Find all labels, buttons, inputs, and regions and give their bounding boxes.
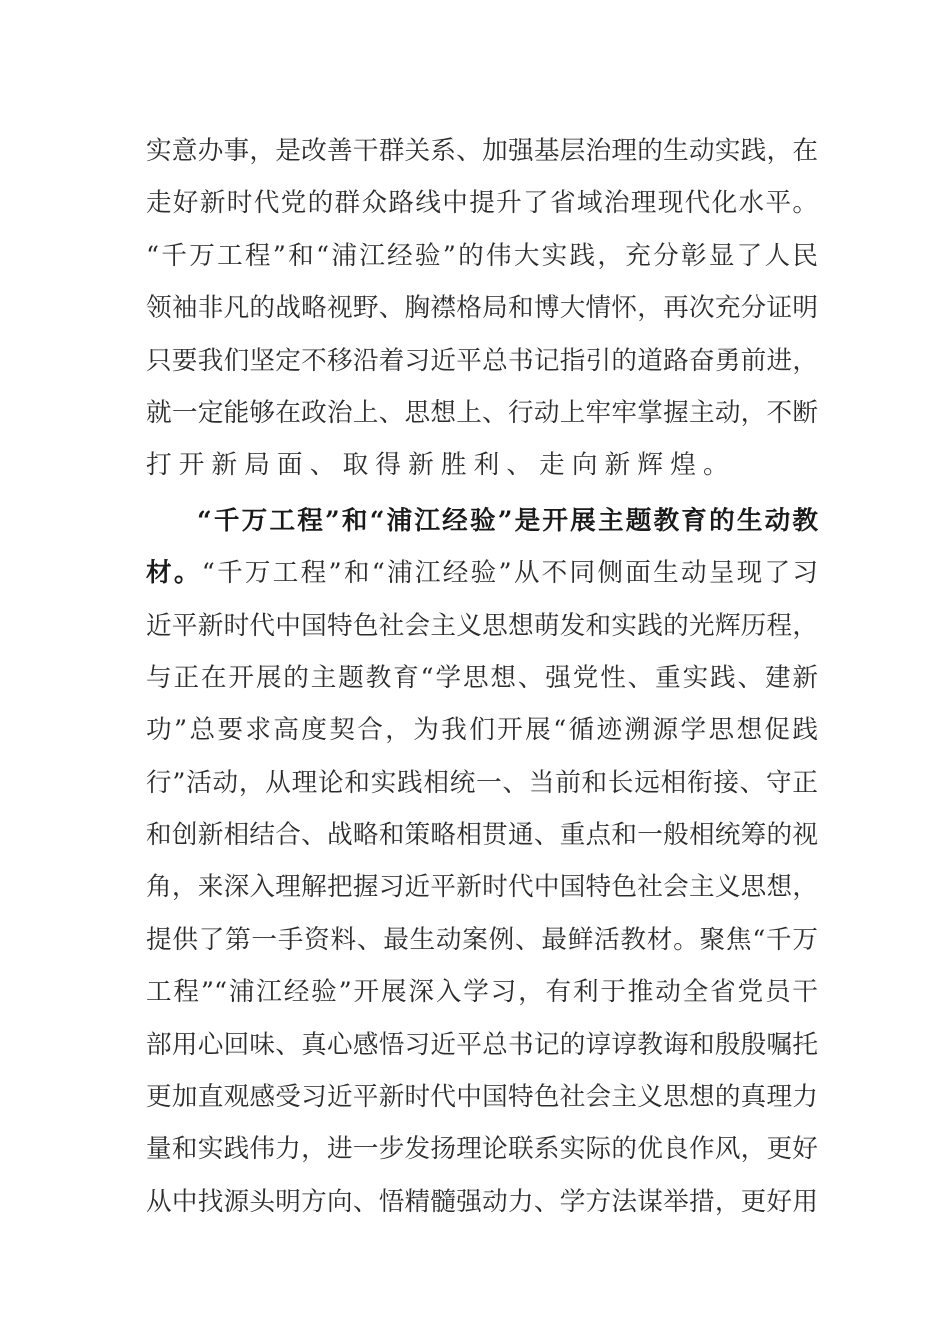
paragraph-line: 打开新局面、取得新胜利、走向新辉煌。 bbox=[146, 450, 736, 481]
paragraph-line: 只要我们坚定不移沿着习近平总书记指引的道路奋勇前进， bbox=[146, 345, 818, 376]
paragraph-1 bbox=[146, 125, 818, 492]
paragraph-line: 功”总要求高度契合，为我们开展“循迹溯源学思想促践 bbox=[146, 715, 818, 746]
paragraph-heading: “千万工程”和“浦江经验”是开展主题教育的生动教 bbox=[197, 505, 818, 536]
paragraph-line: 近平新时代中国特色社会主义思想萌发和实践的光辉历程， bbox=[146, 610, 818, 641]
paragraph-line: 从中找源头明方向、悟精髓强动力、学方法谋举措，更好用 bbox=[146, 1186, 818, 1217]
paragraph-line: 工程”“浦江经验”开展深入学习，有利于推动全省党员干 bbox=[146, 977, 818, 1008]
paragraph-line: 部用心回味、真心感悟习近平总书记的谆谆教诲和殷殷嘱托 bbox=[146, 1029, 818, 1060]
paragraph-heading-end: 材。 bbox=[146, 558, 202, 589]
paragraph-line: 实意办事，是改善干群关系、加强基层治理的生动实践，在 bbox=[146, 136, 818, 166]
paragraph-line: 更加直观感受习近平新时代中国特色社会主义思想的真理力 bbox=[146, 1082, 818, 1113]
paragraph-heading-line bbox=[146, 495, 818, 547]
document-body bbox=[146, 125, 818, 1228]
paragraph-line: 角，来深入理解把握习近平新时代中国特色社会主义思想， bbox=[146, 872, 818, 903]
paragraph-line: 行”活动，从理论和实践相统一、当前和长远相衔接、守正 bbox=[146, 767, 818, 798]
paragraph-line: 走好新时代党的群众路线中提升了省域治理现代化水平。 bbox=[146, 188, 818, 219]
paragraph-2 bbox=[146, 495, 818, 1228]
paragraph-line: 和创新相结合、战略和策略相贯通、重点和一般相统筹的视 bbox=[146, 820, 818, 851]
paragraph-line: 领袖非凡的战略视野、胸襟格局和博大情怀，再次充分证明 bbox=[146, 293, 818, 324]
paragraph-text: “千万工程”和“浦江经验”从不同侧面生动呈现了习 bbox=[201, 558, 818, 589]
paragraph-line: 与正在开展的主题教育“学思想、强党性、重实践、建新 bbox=[146, 662, 818, 693]
paragraph-line bbox=[146, 547, 818, 599]
paragraph-line: 量和实践伟力，进一步发扬理论联系实际的优良作风，更好 bbox=[146, 1134, 818, 1165]
paragraph-line: “千万工程”和“浦江经验”的伟大实践，充分彰显了人民 bbox=[146, 240, 818, 271]
paragraph-line: 就一定能够在政治上、思想上、行动上牢牢掌握主动，不断 bbox=[146, 397, 818, 428]
paragraph-line: 提供了第一手资料、最生动案例、最鲜活教材。聚焦“千万 bbox=[146, 924, 818, 955]
